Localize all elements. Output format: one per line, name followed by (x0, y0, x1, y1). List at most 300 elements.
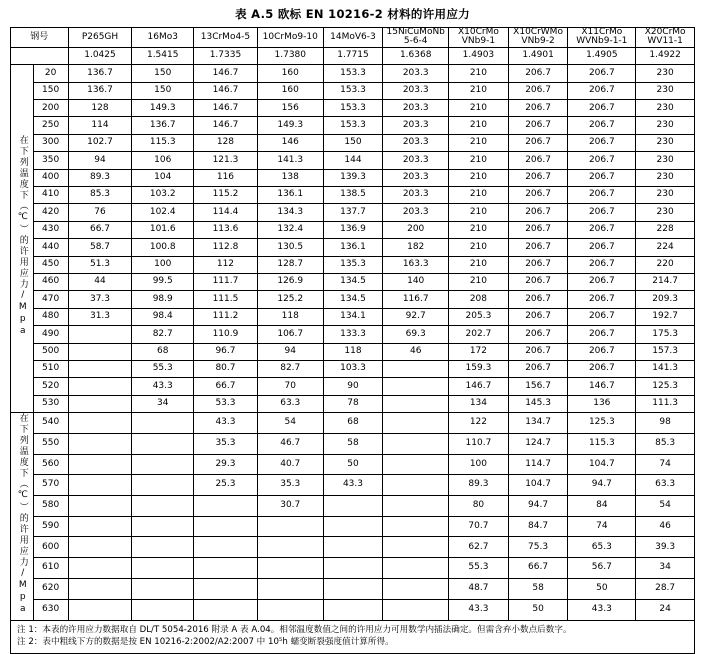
note-2: 注 2：表中粗线下方的数据是按 EN 10216-2:2002/A2:2007 中 10⁵h 蠕变断裂强度值计算所得。 (17, 637, 394, 648)
cell-value: 136.7 (68, 65, 132, 82)
cell-value: 128.7 (257, 256, 323, 273)
cell-value: 206.7 (508, 326, 568, 343)
table-row (11, 256, 695, 273)
header-material-number-1: 1.5415 (132, 47, 194, 64)
row-temperature: 480 (33, 308, 68, 325)
table-row (11, 134, 695, 151)
header-material-number-4: 1.7715 (323, 47, 383, 64)
cell-value (383, 413, 449, 434)
cell-value: 89.3 (68, 169, 132, 186)
table-row (11, 239, 695, 256)
cell-value: 101.6 (132, 221, 194, 238)
cell-value: 210 (449, 239, 509, 256)
cell-value (68, 599, 132, 620)
cell-value (68, 578, 132, 599)
cell-value: 112.8 (194, 239, 258, 256)
cell-value: 203.3 (383, 100, 449, 117)
cell-value: 84 (568, 496, 636, 517)
cell-value: 50 (568, 578, 636, 599)
cell-value: 150 (323, 134, 383, 151)
cell-value: 175.3 (636, 326, 695, 343)
header-material-number-3: 1.7380 (257, 47, 323, 64)
cell-value: 113.6 (194, 221, 258, 238)
header-number-blank (11, 47, 69, 64)
cell-value: 111.3 (636, 395, 695, 412)
cell-value (257, 578, 323, 599)
header-material-6: X10CrMo VNb9-1 (449, 28, 509, 48)
cell-value: 74 (636, 454, 695, 475)
cell-value: 116 (194, 169, 258, 186)
cell-value (132, 558, 194, 579)
side-label-upper: 在下列温度下（℃）的许用应力/Mpa (11, 65, 34, 413)
cell-value (257, 516, 323, 537)
header-steel-grade: 钢号 (11, 28, 69, 48)
cell-value: 210 (449, 256, 509, 273)
row-temperature: 590 (33, 516, 68, 537)
header-material-4: 14MoV6-3 (323, 28, 383, 48)
cell-value: 149.3 (132, 100, 194, 117)
cell-value: 43.3 (323, 475, 383, 496)
cell-value (194, 516, 258, 537)
cell-value: 28.7 (636, 578, 695, 599)
cell-value (132, 413, 194, 434)
cell-value (68, 395, 132, 412)
cell-value: 43.3 (449, 599, 509, 620)
cell-value: 50 (508, 599, 568, 620)
row-temperature: 580 (33, 496, 68, 517)
cell-value: 103.2 (132, 187, 194, 204)
cell-value: 115.3 (132, 134, 194, 151)
cell-value: 160 (257, 65, 323, 82)
cell-value: 102.4 (132, 204, 194, 221)
cell-value: 37.3 (68, 291, 132, 308)
cell-value: 126.9 (257, 273, 323, 290)
cell-value: 206.7 (568, 152, 636, 169)
cell-value: 39.3 (636, 537, 695, 558)
cell-value: 98.4 (132, 308, 194, 325)
cell-value: 157.3 (636, 343, 695, 360)
cell-value: 192.7 (636, 308, 695, 325)
cell-value (132, 599, 194, 620)
cell-value: 54 (636, 496, 695, 517)
cell-value: 206.7 (568, 256, 636, 273)
cell-value: 110.9 (194, 326, 258, 343)
cell-value (323, 599, 383, 620)
cell-value: 206.7 (568, 291, 636, 308)
cell-value: 206.7 (508, 221, 568, 238)
cell-value (68, 496, 132, 517)
cell-value: 104.7 (568, 454, 636, 475)
side-label-lower: 在下列温度下（℃）的许用应力/Mpa (11, 413, 34, 620)
cell-value: 82.7 (132, 326, 194, 343)
cell-value: 206.7 (508, 273, 568, 290)
cell-value: 55.3 (449, 558, 509, 579)
cell-value: 70 (257, 378, 323, 395)
cell-value (68, 378, 132, 395)
table-row (11, 326, 695, 343)
cell-value (68, 516, 132, 537)
table-row (11, 537, 695, 558)
cell-value: 90 (323, 378, 383, 395)
cell-value: 206.7 (568, 187, 636, 204)
note-1: 注 1：本表的许用应力数据取自 DL/T 5054-2016 附录 A 表 A.04。相邻温度数值之间的许用应力可用数学内插法确定。但需含弃小数点后数字。 (17, 624, 572, 635)
cell-value: 125.3 (636, 378, 695, 395)
row-temperature: 540 (33, 413, 68, 434)
cell-value: 55.3 (132, 360, 194, 377)
cell-value (68, 413, 132, 434)
header-material-2: 13CrMo4-5 (194, 28, 258, 48)
table-row (11, 308, 695, 325)
cell-value: 210 (449, 169, 509, 186)
cell-value: 115.3 (568, 433, 636, 454)
row-temperature: 450 (33, 256, 68, 273)
cell-value: 134.5 (323, 291, 383, 308)
cell-value (323, 537, 383, 558)
row-temperature: 620 (33, 578, 68, 599)
cell-value: 29.3 (194, 454, 258, 475)
cell-value: 153.3 (323, 82, 383, 99)
header-material-3: 10CrMo9-10 (257, 28, 323, 48)
cell-value: 100 (449, 454, 509, 475)
header-material-number-0: 1.0425 (68, 47, 132, 64)
header-material-number-2: 1.7335 (194, 47, 258, 64)
cell-value: 48.7 (449, 578, 509, 599)
cell-value: 206.7 (508, 187, 568, 204)
cell-value: 82.7 (257, 360, 323, 377)
cell-value: 206.7 (568, 326, 636, 343)
cell-value: 209.3 (636, 291, 695, 308)
cell-value: 35.3 (194, 433, 258, 454)
cell-value: 136 (568, 395, 636, 412)
header-material-number-9: 1.4922 (636, 47, 695, 64)
cell-value: 134.3 (257, 204, 323, 221)
cell-value (383, 496, 449, 517)
table-row (11, 82, 695, 99)
cell-value (194, 599, 258, 620)
cell-value: 99.5 (132, 273, 194, 290)
cell-value: 100.8 (132, 239, 194, 256)
row-temperature: 250 (33, 117, 68, 134)
cell-value: 68 (132, 343, 194, 360)
header-material-number-7: 1.4901 (508, 47, 568, 64)
cell-value: 94.7 (568, 475, 636, 496)
table-row (11, 558, 695, 579)
cell-value: 230 (636, 204, 695, 221)
cell-value: 156 (257, 100, 323, 117)
cell-value: 146.7 (194, 82, 258, 99)
cell-value: 63.3 (636, 475, 695, 496)
cell-value (383, 395, 449, 412)
cell-value: 118 (257, 308, 323, 325)
table-header-row (11, 28, 695, 48)
cell-value: 144 (323, 152, 383, 169)
table-row (11, 360, 695, 377)
row-temperature: 550 (33, 433, 68, 454)
cell-value: 85.3 (68, 187, 132, 204)
cell-value: 80 (449, 496, 509, 517)
cell-value: 104 (132, 169, 194, 186)
table-row (11, 187, 695, 204)
table-row (11, 169, 695, 186)
cell-value: 203.3 (383, 204, 449, 221)
cell-value: 160 (257, 82, 323, 99)
cell-value: 220 (636, 256, 695, 273)
table-row (11, 496, 695, 517)
cell-value: 208 (449, 291, 509, 308)
cell-value (383, 599, 449, 620)
cell-value (68, 454, 132, 475)
cell-value: 94.7 (508, 496, 568, 517)
cell-value: 205.3 (449, 308, 509, 325)
allowable-stress-table (10, 27, 695, 621)
cell-value: 58.7 (68, 239, 132, 256)
cell-value: 141.3 (636, 360, 695, 377)
cell-value: 203.3 (383, 134, 449, 151)
row-temperature: 20 (33, 65, 68, 82)
row-temperature: 560 (33, 454, 68, 475)
cell-value: 203.3 (383, 82, 449, 99)
cell-value: 132.4 (257, 221, 323, 238)
cell-value: 30.7 (257, 496, 323, 517)
cell-value (68, 326, 132, 343)
cell-value: 134.7 (508, 413, 568, 434)
cell-value: 58 (508, 578, 568, 599)
cell-value (323, 578, 383, 599)
row-temperature: 300 (33, 134, 68, 151)
cell-value: 210 (449, 65, 509, 82)
cell-value: 210 (449, 117, 509, 134)
cell-value: 206.7 (508, 204, 568, 221)
cell-value: 203.3 (383, 117, 449, 134)
cell-value (194, 578, 258, 599)
cell-value (132, 475, 194, 496)
cell-value: 206.7 (508, 169, 568, 186)
cell-value: 206.7 (508, 65, 568, 82)
row-temperature: 520 (33, 378, 68, 395)
cell-value: 138.5 (323, 187, 383, 204)
table-row (11, 433, 695, 454)
cell-value: 230 (636, 65, 695, 82)
cell-value: 203.3 (383, 169, 449, 186)
cell-value: 106 (132, 152, 194, 169)
cell-value: 102.7 (68, 134, 132, 151)
cell-value: 149.3 (257, 117, 323, 134)
cell-value: 66.7 (508, 558, 568, 579)
cell-value: 230 (636, 169, 695, 186)
cell-value: 116.7 (383, 291, 449, 308)
cell-value: 230 (636, 134, 695, 151)
cell-value: 206.7 (508, 291, 568, 308)
cell-value: 159.3 (449, 360, 509, 377)
cell-value: 206.7 (568, 117, 636, 134)
cell-value: 206.7 (568, 308, 636, 325)
cell-value: 206.7 (568, 360, 636, 377)
cell-value: 146.7 (568, 378, 636, 395)
cell-value: 84.7 (508, 516, 568, 537)
cell-value: 114.7 (508, 454, 568, 475)
cell-value (257, 558, 323, 579)
cell-value: 182 (383, 239, 449, 256)
cell-value (194, 496, 258, 517)
cell-value: 206.7 (568, 100, 636, 117)
cell-value: 206.7 (568, 273, 636, 290)
cell-value: 136.7 (68, 82, 132, 99)
cell-value: 46 (636, 516, 695, 537)
cell-value: 78 (323, 395, 383, 412)
cell-value: 145.3 (508, 395, 568, 412)
cell-value: 230 (636, 187, 695, 204)
cell-value (194, 537, 258, 558)
cell-value (68, 537, 132, 558)
row-temperature: 610 (33, 558, 68, 579)
row-temperature: 630 (33, 599, 68, 620)
cell-value (257, 537, 323, 558)
cell-value: 140 (383, 273, 449, 290)
cell-value: 63.3 (257, 395, 323, 412)
cell-value: 206.7 (568, 221, 636, 238)
cell-value: 118 (323, 343, 383, 360)
cell-value: 206.7 (568, 65, 636, 82)
header-material-8: X11CrMo WVNb9-1-1 (568, 28, 636, 48)
cell-value: 94 (68, 152, 132, 169)
cell-value (383, 516, 449, 537)
cell-value: 44 (68, 273, 132, 290)
cell-value: 203.3 (383, 152, 449, 169)
cell-value: 25.3 (194, 475, 258, 496)
table-row (11, 578, 695, 599)
table-header-number-row (11, 47, 695, 64)
cell-value: 206.7 (508, 239, 568, 256)
cell-value: 206.7 (568, 82, 636, 99)
row-temperature: 600 (33, 537, 68, 558)
cell-value (68, 433, 132, 454)
cell-value: 163.3 (383, 256, 449, 273)
cell-value: 106.7 (257, 326, 323, 343)
cell-value (68, 360, 132, 377)
row-temperature: 420 (33, 204, 68, 221)
cell-value (68, 475, 132, 496)
cell-value: 206.7 (508, 360, 568, 377)
cell-value: 68 (323, 413, 383, 434)
row-temperature: 440 (33, 239, 68, 256)
cell-value: 134.5 (323, 273, 383, 290)
cell-value (194, 558, 258, 579)
row-temperature: 460 (33, 273, 68, 290)
table-row (11, 454, 695, 475)
cell-value: 124.7 (508, 433, 568, 454)
cell-value: 210 (449, 152, 509, 169)
cell-value: 66.7 (194, 378, 258, 395)
cell-value: 121.3 (194, 152, 258, 169)
cell-value: 54 (257, 413, 323, 434)
cell-value: 51.3 (68, 256, 132, 273)
table-row (11, 378, 695, 395)
cell-value (383, 578, 449, 599)
cell-value: 206.7 (508, 100, 568, 117)
cell-value: 111.2 (194, 308, 258, 325)
cell-value: 210 (449, 204, 509, 221)
header-material-number-8: 1.4905 (568, 47, 636, 64)
table-row (11, 152, 695, 169)
cell-value: 92.7 (383, 308, 449, 325)
cell-value: 98.9 (132, 291, 194, 308)
cell-value: 206.7 (508, 82, 568, 99)
row-temperature: 200 (33, 100, 68, 117)
cell-value (383, 454, 449, 475)
cell-value: 137.7 (323, 204, 383, 221)
cell-value: 134 (449, 395, 509, 412)
cell-value: 34 (132, 395, 194, 412)
cell-value: 210 (449, 100, 509, 117)
table-row (11, 100, 695, 117)
cell-value: 139.3 (323, 169, 383, 186)
cell-value (323, 558, 383, 579)
cell-value: 136.1 (257, 187, 323, 204)
table-body (11, 28, 695, 621)
cell-value: 128 (194, 134, 258, 151)
cell-value: 115.2 (194, 187, 258, 204)
cell-value (383, 558, 449, 579)
row-temperature: 350 (33, 152, 68, 169)
cell-value: 138 (257, 169, 323, 186)
cell-value: 210 (449, 134, 509, 151)
cell-value: 153.3 (323, 117, 383, 134)
cell-value: 172 (449, 343, 509, 360)
cell-value: 111.7 (194, 273, 258, 290)
cell-value: 56.7 (568, 558, 636, 579)
cell-value: 224 (636, 239, 695, 256)
cell-value: 75.3 (508, 537, 568, 558)
cell-value: 206.7 (508, 117, 568, 134)
cell-value: 103.3 (323, 360, 383, 377)
cell-value (257, 599, 323, 620)
cell-value (323, 516, 383, 537)
cell-value: 206.7 (568, 134, 636, 151)
table-row (11, 65, 695, 82)
cell-value: 146.7 (449, 378, 509, 395)
cell-value: 43.3 (194, 413, 258, 434)
cell-value: 66.7 (68, 221, 132, 238)
cell-value: 210 (449, 273, 509, 290)
cell-value: 133.3 (323, 326, 383, 343)
cell-value: 80.7 (194, 360, 258, 377)
cell-value: 24 (636, 599, 695, 620)
cell-value: 206.7 (508, 134, 568, 151)
cell-value: 206.7 (508, 256, 568, 273)
header-material-0: P265GH (68, 28, 132, 48)
cell-value: 46.7 (257, 433, 323, 454)
cell-value (132, 516, 194, 537)
cell-value: 85.3 (636, 433, 695, 454)
table-row (11, 291, 695, 308)
cell-value (383, 433, 449, 454)
row-temperature: 570 (33, 475, 68, 496)
cell-value: 146.7 (194, 117, 258, 134)
table-row (11, 273, 695, 290)
cell-value (132, 496, 194, 517)
header-material-9: X20CrMo WV11-1 (636, 28, 695, 48)
cell-value: 146.7 (194, 100, 258, 117)
cell-value: 153.3 (323, 65, 383, 82)
cell-value: 150 (132, 65, 194, 82)
table-title: 表 A.5 欧标 EN 10216-2 材料的许用应力 (235, 7, 470, 21)
cell-value: 230 (636, 117, 695, 134)
cell-value: 206.7 (568, 239, 636, 256)
cell-value: 206.7 (568, 204, 636, 221)
cell-value (383, 360, 449, 377)
cell-value: 136.7 (132, 117, 194, 134)
cell-value: 202.7 (449, 326, 509, 343)
